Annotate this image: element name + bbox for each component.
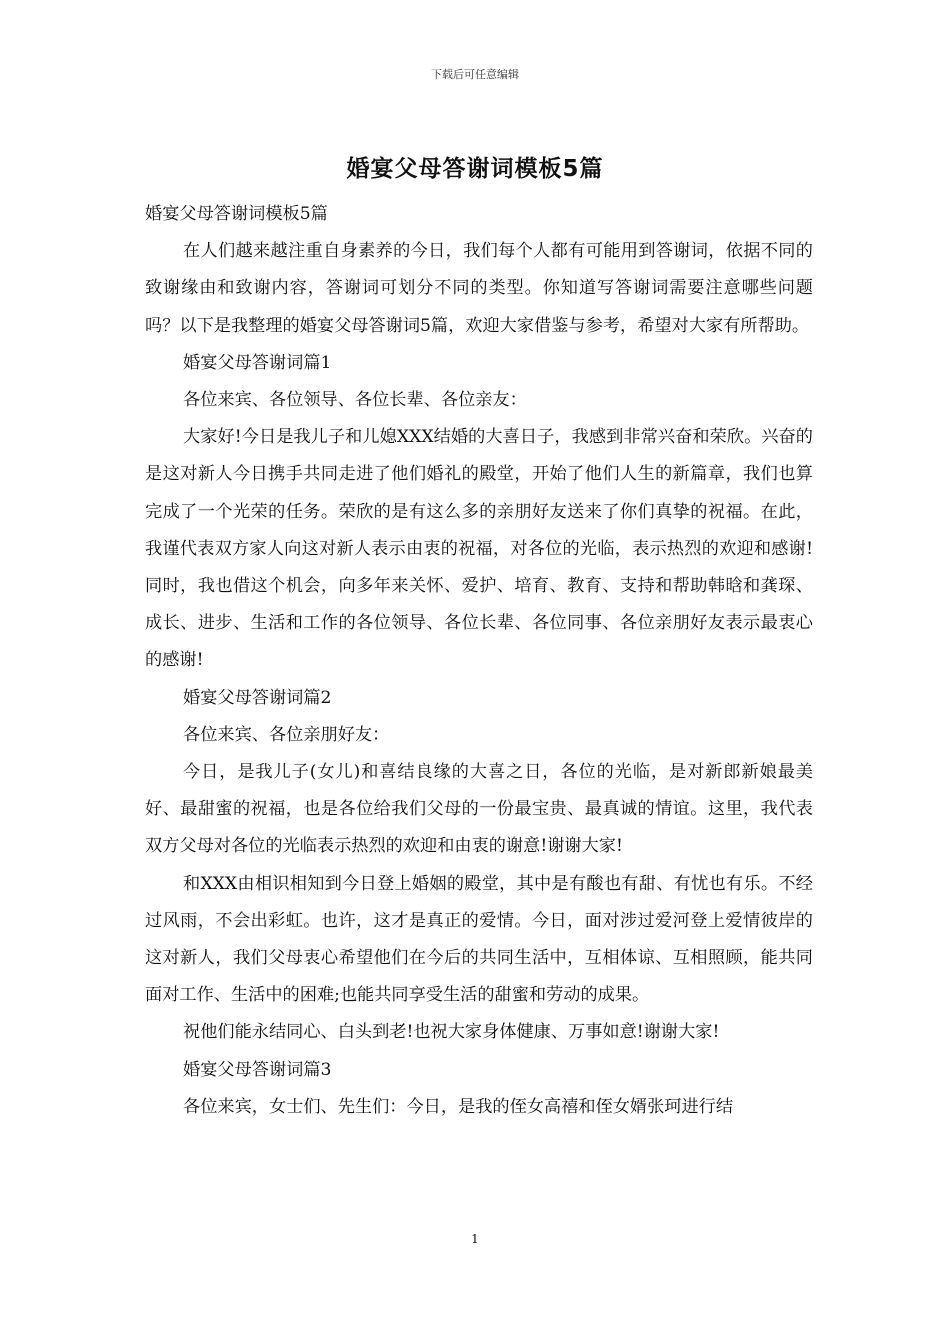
page-number: 1 <box>471 1232 479 1246</box>
header-note: 下载后可任意编辑 <box>431 68 519 81</box>
subtitle-paragraph: 婚宴父母答谢词模板5篇 <box>145 204 328 224</box>
section-heading-2: 婚宴父母答谢词篇2 <box>183 687 332 708</box>
speech-2-paragraph-2: 和XXX由相识相知到今日登上婚姻的殿堂，其中是有酸也有甜、有忧也有乐。不经过风雨，不会出彩虹。也许，这才是真正的爱情。今日，面对涉过爱河登上爱情彼岸的这对新人，我们父母衷心希望他们在今后的共同生活中，互相体谅、互相照顾，能共同面对工作、生活中的困难;也能共同享受生活的甜蜜和劳动的成果。 <box>145 873 813 1006</box>
section-heading-1: 婚宴父母答谢词篇1 <box>183 352 332 373</box>
document-title: 婚宴父母答谢词模板5篇 <box>346 156 604 182</box>
document-body <box>145 196 813 1126</box>
salutation-2: 各位来宾、各位亲朋好友： <box>183 724 390 745</box>
speech-2-closing: 祝他们能永结同心、白头到老!也祝大家身体健康、万事如意!谢谢大家! <box>183 1022 720 1043</box>
intro-paragraph: 在人们越来越注重自身素养的今日，我们每个人都有可能用到答谢词，依据不同的致谢缘由和致谢内容，答谢词可划分不同的类型。你知道写答谢词需要注意哪些问题吗？以下是我整理的婚宴父母答谢词5篇，欢迎大家借鉴与参考，希望对大家有所帮助。 <box>145 241 813 336</box>
speech-2-paragraph-1: 今日，是我儿子(女儿)和喜结良缘的大喜之日，各位的光临，是对新郎新娘最美好、最甜蜜的祝福，也是各位给我们父母的一份最宝贵、最真诚的情谊。这里，我代表双方父母对各位的光临表示热烈的欢迎和由衷的谢意!谢谢大家! <box>145 762 813 857</box>
speech-1-paragraph: 大家好!今日是我儿子和儿媳XXX结婚的大喜日子，我感到非常兴奋和荣欣。兴奋的是这对新人今日携手共同走进了他们婚礼的殿堂，开始了他们人生的新篇章，我们也算完成了一个光荣的任务。荣欣的是有这么多的亲朋好友送来了你们真挚的祝福。在此，我谨代表双方家人向这对新人表示由衷的祝福，对各位的光临，表示热烈的欢迎和感谢!同时，我也借这个机会，向多年来关怀、爱护、培育、教育、支持和帮助韩晗和龚琛、成长、进步、生活和工作的各位领导、各位长辈、各位同事、各位亲朋好友表示最衷心的感谢! <box>145 427 813 671</box>
salutation-1: 各位来宾、各位领导、各位长辈、各位亲友： <box>183 390 527 411</box>
speech-3-paragraph: 各位来宾，女士们、先生们：今日，是我的侄女高禧和侄女婿张珂进行结 <box>183 1096 734 1117</box>
section-heading-3: 婚宴父母答谢词篇3 <box>183 1059 332 1080</box>
